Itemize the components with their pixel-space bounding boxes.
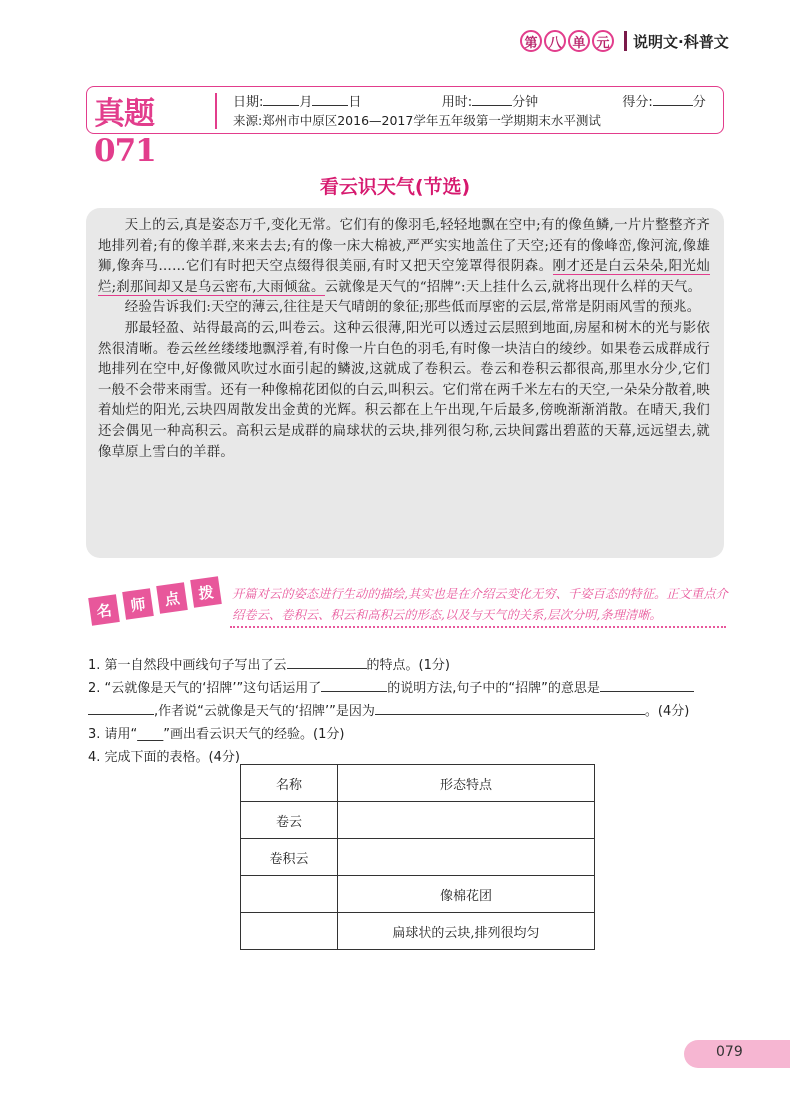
unit-char: 单 [568, 30, 590, 52]
reading-passage [86, 208, 724, 558]
table-cell[interactable]: 卷积云 [241, 839, 338, 876]
table-header-row [241, 765, 595, 802]
question-text: 的特点。(1分) [366, 658, 450, 673]
unit-char: 第 [520, 30, 542, 52]
answer-blank[interactable] [88, 703, 154, 715]
table-cell[interactable]: 卷云 [241, 802, 338, 839]
date-blank[interactable] [263, 93, 299, 106]
question-text: 2. “云就像是天气的‘招牌’”这句话运用了 [88, 681, 322, 696]
unit-char: 八 [544, 30, 566, 52]
table-row [241, 876, 595, 913]
score-blank[interactable] [653, 93, 693, 106]
question-text: ,作者说“云就像是天气的‘招牌’”是因为 [154, 704, 375, 719]
question-2 [88, 677, 694, 696]
answer-blank[interactable] [287, 657, 367, 669]
table-row [241, 802, 595, 839]
unit-tag [520, 30, 729, 52]
table-cell[interactable]: 像棉花团 [338, 876, 595, 913]
exam-header [86, 86, 724, 169]
table-header-cell: 名称 [241, 765, 338, 802]
table-cell[interactable] [338, 802, 595, 839]
underlined-sentence: 刚才还是白云朵朵,阳光灿烂;刹那间却又是乌云密布,大雨倾盆。 [98, 259, 711, 295]
passage-title: 看云识天气(节选) [319, 176, 471, 198]
month-label: 月 [299, 95, 313, 110]
unit-subject: 说明文·科普文 [633, 32, 729, 51]
time-blank[interactable] [472, 93, 512, 106]
day-label: 日 [348, 95, 362, 110]
cloud-table [240, 764, 595, 950]
date-label: 日期: [233, 95, 264, 110]
question-4: 4. 完成下面的表格。(4分) [88, 750, 240, 765]
minutes-label: 分钟 [512, 95, 539, 110]
unit-char: 元 [592, 30, 614, 52]
table-cell[interactable] [241, 913, 338, 950]
day-blank[interactable] [312, 93, 348, 106]
question-text: 1. 第一自然段中画线句子写出了云 [88, 658, 287, 673]
tip-dotted-line [230, 626, 726, 628]
paragraph-3: 那最轻盈、站得最高的云,叫卷云。这种云很薄,阳光可以透过云层照到地面,房屋和树木的光与影依然很清晰。卷云丝丝缕缕地飘浮着,有时像一片白色的羽毛,有时像一块洁白的绫纱。如果卷云成群成行地排列在空中,好像微风吹过水面引起的鳞波,这就成了卷积云。卷云和卷积云都很高,那里水分少,它们一般不会带来雨雪。还有一种像棉花团似的白云,叫积云。它们常在两千米左右的天空,一朵朵分散着,映着灿烂的阳光,云块四周散发出金黄的光辉。积云都在上午出现,午后最多,傍晚渐渐消散。在晴天,我们还会偶见一种高积云。高积云是成群的扁球状的云块,排列很匀称,云块间露出碧蓝的天幕,远远望去,就像草原上雪白的羊群。 [98, 320, 710, 460]
table-row [241, 839, 595, 876]
question-text: 。(4分) [644, 704, 690, 719]
time-label: 用时: [441, 95, 473, 110]
table-cell[interactable] [338, 839, 595, 876]
question-2-continued [88, 700, 689, 719]
exam-badge [86, 86, 214, 169]
tip-tag-char: 拨 [190, 576, 222, 608]
teacher-tip-text: 开篇对云的姿态进行生动的描绘,其实也是在介绍云变化无穷、千姿百态的特征。正文重点介绍卷云、卷积云、积云和高积云的形态,以及与天气的关系,层次分明,条理清晰。 [232, 587, 728, 622]
tip-tag-char: 点 [156, 582, 188, 614]
question-text: 的说明方法,句子中的“招牌”的意思是 [387, 681, 600, 696]
paragraph-text: 云就像是天气的“招牌”:天上挂什么云,就将出现什么样的天气。 [324, 279, 702, 295]
question-3: 3. 请用“____”画出看云识天气的经验。(1分) [88, 727, 345, 742]
paragraph-text: 天上的云,真是姿态万千,变化无常。它们有的像羽毛,轻轻地飘在空中;有的像鱼鳞,一片片整整齐齐地排列着;有的像羊群,来来去去;有的像一床大棉被,严严实实地盖住了天空;还有的像峰峦,像河流,像雄狮,像奔马……它们有时把天空点缀得很美丽,有时又把天空笼罩得很阴森。 [98, 218, 710, 275]
paragraph-1 [98, 216, 710, 298]
tip-tag-char: 名 [88, 594, 120, 626]
table-header-cell: 形态特点 [338, 765, 595, 802]
meta-row [233, 91, 713, 110]
source-line: 来源:郑州市中原区2016—2017学年五年级第一学期期末水平测试 [233, 113, 601, 128]
tip-tag-char: 师 [122, 588, 154, 620]
points-label: 分 [692, 95, 706, 110]
divider [215, 93, 217, 129]
page-number: 079 [716, 1044, 743, 1060]
answer-blank[interactable] [600, 680, 694, 692]
answer-blank[interactable] [321, 680, 387, 692]
divider [624, 31, 627, 51]
table-cell[interactable]: 扁球状的云块,排列很均匀 [338, 913, 595, 950]
exam-badge-text: 真题071 [94, 96, 156, 169]
paragraph-2: 经验告诉我们:天空的薄云,往往是天气晴朗的象征;那些低而厚密的云层,常常是阴雨风雪的预兆。 [124, 300, 701, 316]
score-label: 得分: [622, 95, 653, 110]
question-1 [88, 654, 450, 673]
table-row [241, 913, 595, 950]
teacher-tip-tag [88, 576, 224, 630]
table-cell[interactable] [241, 876, 338, 913]
answer-blank[interactable] [375, 703, 645, 715]
